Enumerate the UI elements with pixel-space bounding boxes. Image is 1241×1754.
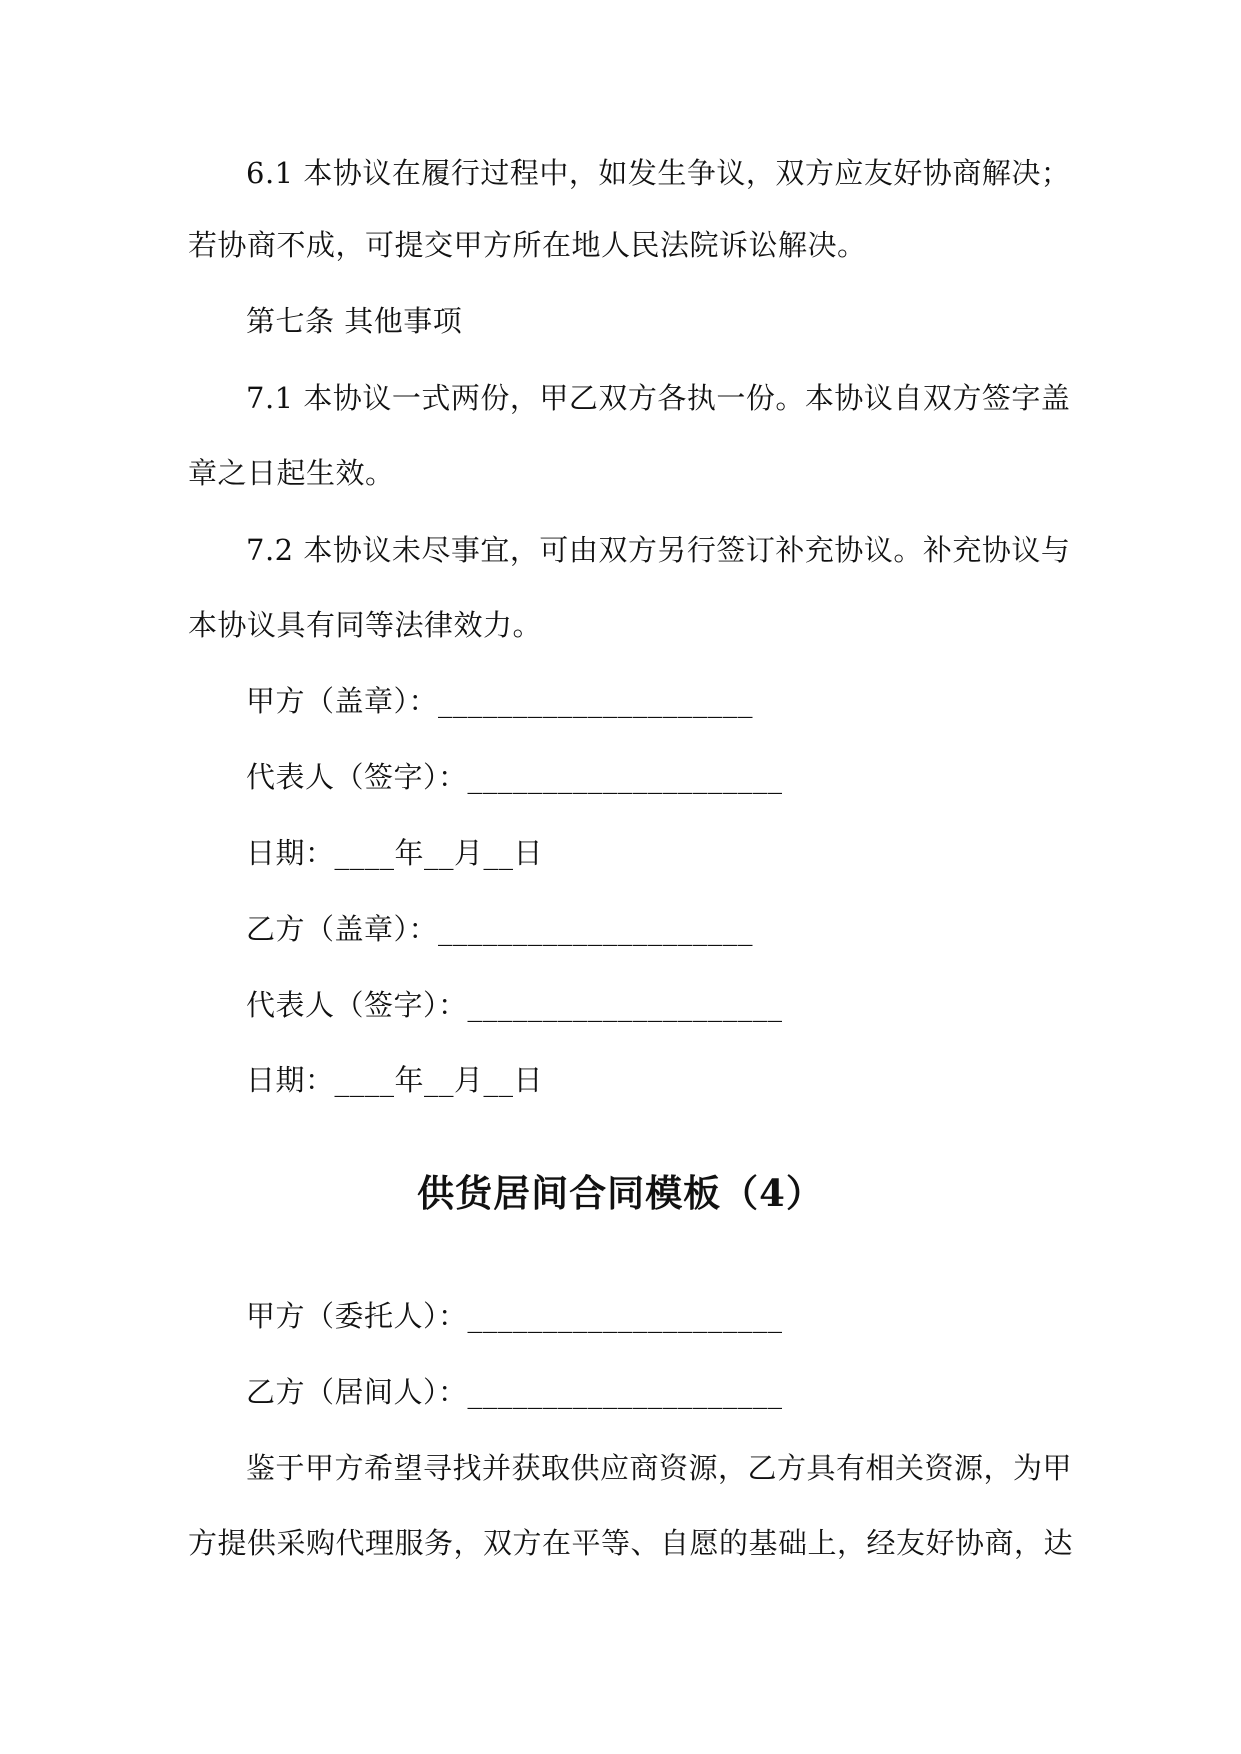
party-b-representative-line: 代表人（签字）：_____________________ (246, 988, 783, 1022)
contract-title: 供货居间合同模板（4） (417, 1171, 824, 1215)
article-7-heading: 第七条 其他事项 (246, 304, 463, 338)
clause-6-1-line-1: 6.1 本协议在履行过程中，如发生争议，双方应友好协商解决； (246, 156, 1071, 190)
clause-6-1-line-2: 若协商不成，可提交甲方所在地人民法院诉讼解决。 (188, 228, 867, 262)
clause-7-1-line-1: 7.1 本协议一式两份，甲乙双方各执一份。本协议自双方签字盖 (246, 381, 1071, 415)
preamble-line-1: 鉴于甲方希望寻找并获取供应商资源，乙方具有相关资源，为甲 (246, 1451, 1073, 1485)
clause-7-1-line-2: 章之日起生效。 (188, 456, 395, 490)
party-b-date-line: 日期：____年__月__日 (246, 1063, 544, 1097)
clause-7-2-line-1: 7.2 本协议未尽事宜，可由双方另行签订补充协议。补充协议与 (246, 533, 1071, 567)
party-a-representative-line: 代表人（签字）：_____________________ (246, 760, 783, 794)
intermediary-party-line: 乙方（居间人）：_____________________ (246, 1375, 783, 1409)
party-a-date-line: 日期：____年__月__日 (246, 836, 544, 870)
party-a-seal-line: 甲方（盖章）：_____________________ (246, 684, 754, 718)
preamble-line-2: 方提供采购代理服务，双方在平等、自愿的基础上，经友好协商，达 (188, 1526, 1074, 1560)
party-b-seal-line: 乙方（盖章）：_____________________ (246, 912, 754, 946)
clause-7-2-line-2: 本协议具有同等法律效力。 (188, 608, 543, 642)
principal-party-line: 甲方（委托人）：_____________________ (246, 1299, 783, 1333)
